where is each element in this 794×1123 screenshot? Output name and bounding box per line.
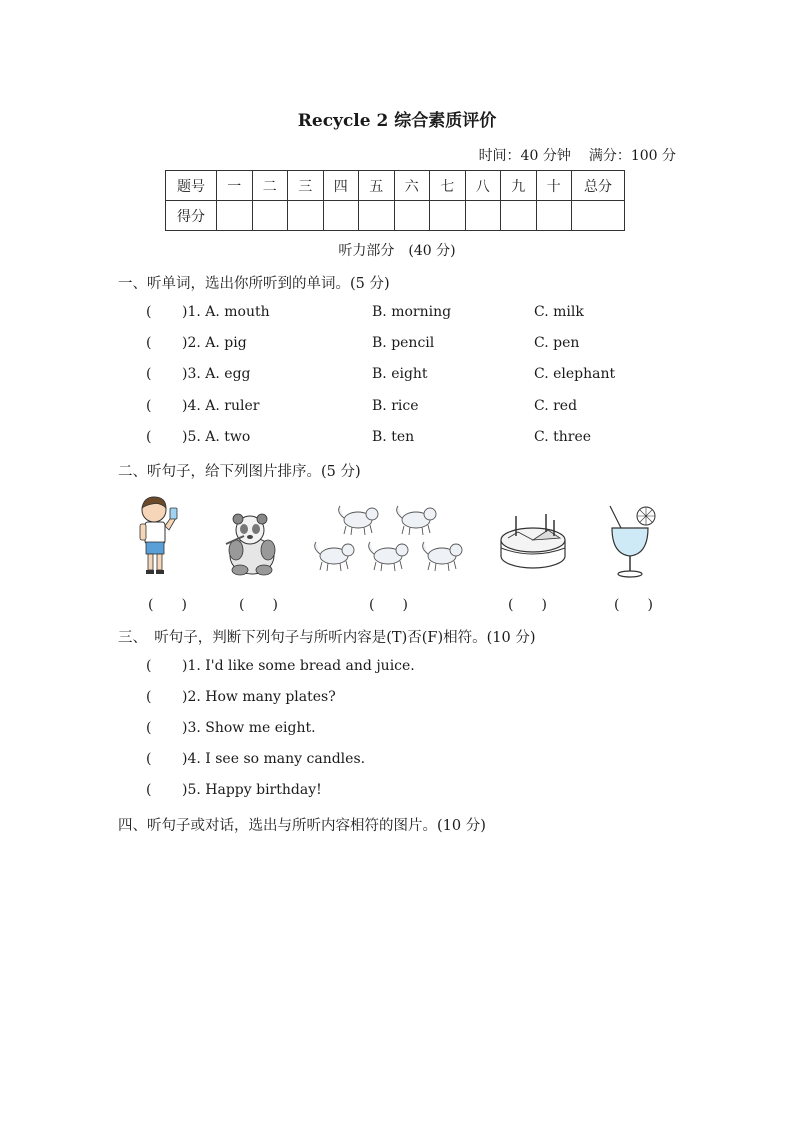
column-10: 十 bbox=[536, 171, 572, 201]
score-table-score-row bbox=[166, 201, 625, 231]
column-1: 一 bbox=[217, 171, 253, 201]
sentence-item: )3. Show me eight. bbox=[182, 720, 316, 736]
item-number: )5. A. two bbox=[182, 429, 251, 445]
option-c: C. pen bbox=[534, 335, 580, 351]
sentence-item: )2. How many plates? bbox=[182, 689, 336, 705]
full-score: 满分：100 分 bbox=[588, 148, 676, 164]
score-cell[interactable] bbox=[217, 201, 253, 231]
item-number: )2. A. pig bbox=[182, 335, 247, 351]
option-b: B. morning bbox=[372, 304, 452, 320]
juice-icon bbox=[604, 504, 658, 578]
score-cell[interactable] bbox=[465, 201, 501, 231]
column-5: 五 bbox=[359, 171, 395, 201]
option-c: C. milk bbox=[534, 304, 584, 320]
panda-icon bbox=[222, 510, 282, 576]
score-cell[interactable] bbox=[536, 201, 572, 231]
cake-icon bbox=[498, 510, 568, 572]
answer-blank[interactable]: ( bbox=[146, 658, 152, 674]
score-cell[interactable] bbox=[323, 201, 359, 231]
option-b: B. ten bbox=[372, 429, 415, 445]
answer-blank[interactable]: ( bbox=[146, 782, 152, 798]
option-b: B. rice bbox=[372, 398, 419, 414]
item-number: )4. A. ruler bbox=[182, 398, 260, 414]
answer-blank[interactable]: ( bbox=[146, 751, 152, 767]
section1-heading: 一、听单词，选出你所听到的单词。(5 分) bbox=[118, 276, 390, 292]
exam-info bbox=[461, 145, 676, 165]
column-7: 七 bbox=[430, 171, 466, 201]
sentence-item: )5. Happy birthday! bbox=[182, 782, 322, 798]
column-9: 九 bbox=[501, 171, 537, 201]
sentence-item: )4. I see so many candles. bbox=[182, 751, 366, 767]
score-table-header-row bbox=[166, 171, 625, 201]
boy-drinking-icon bbox=[132, 494, 188, 578]
section3-heading: 三、 听句子，判断下列句子与所听内容是(T)否(F)相符。(10 分) bbox=[118, 630, 536, 646]
option-c: C. red bbox=[534, 398, 578, 414]
sentence-item: )1. I'd like some bread and juice. bbox=[182, 658, 415, 674]
column-6: 六 bbox=[394, 171, 430, 201]
picture-blank[interactable]: ( ) bbox=[369, 597, 408, 613]
score-cell[interactable] bbox=[359, 201, 395, 231]
answer-blank[interactable]: ( bbox=[146, 720, 152, 736]
option-b: B. eight bbox=[372, 366, 428, 382]
option-c: C. elephant bbox=[534, 366, 616, 382]
section2-heading: 二、听句子，给下列图片排序。(5 分) bbox=[118, 464, 361, 480]
picture-blank[interactable]: ( ) bbox=[614, 597, 653, 613]
picture-blank[interactable]: ( ) bbox=[508, 597, 547, 613]
column-4: 四 bbox=[323, 171, 359, 201]
answer-blank[interactable]: ( bbox=[146, 689, 152, 705]
answer-blank[interactable]: ( bbox=[146, 398, 152, 414]
item-number: )3. A. egg bbox=[182, 366, 251, 382]
option-c: C. three bbox=[534, 429, 592, 445]
answer-blank[interactable]: ( bbox=[146, 304, 152, 320]
column-2: 二 bbox=[252, 171, 288, 201]
score-table bbox=[165, 170, 625, 231]
picture-blank[interactable]: ( ) bbox=[239, 597, 278, 613]
score-cell[interactable] bbox=[430, 201, 466, 231]
answer-blank[interactable]: ( bbox=[146, 429, 152, 445]
score-cell[interactable] bbox=[252, 201, 288, 231]
total-label: 总分 bbox=[572, 171, 625, 201]
score-label: 得分 bbox=[166, 201, 217, 231]
score-cell[interactable] bbox=[501, 201, 537, 231]
time-limit: 时间：40 分钟 bbox=[478, 148, 571, 164]
picture-blank[interactable]: ( ) bbox=[148, 597, 187, 613]
total-score-cell[interactable] bbox=[572, 201, 625, 231]
header-label: 题号 bbox=[166, 171, 217, 201]
section4-heading: 四、听句子或对话，选出与所听内容相符的图片。(10 分) bbox=[118, 818, 486, 834]
listening-heading: 听力部分 (40 分) bbox=[338, 243, 456, 259]
tigers-icon bbox=[314, 504, 470, 578]
option-b: B. pencil bbox=[372, 335, 435, 351]
answer-blank[interactable]: ( bbox=[146, 335, 152, 351]
item-number: )1. A. mouth bbox=[182, 304, 270, 320]
score-cell[interactable] bbox=[288, 201, 324, 231]
column-8: 八 bbox=[465, 171, 501, 201]
answer-blank[interactable]: ( bbox=[146, 366, 152, 382]
column-3: 三 bbox=[288, 171, 324, 201]
page-title: Recycle 2 综合素质评价 bbox=[297, 111, 497, 131]
score-cell[interactable] bbox=[394, 201, 430, 231]
